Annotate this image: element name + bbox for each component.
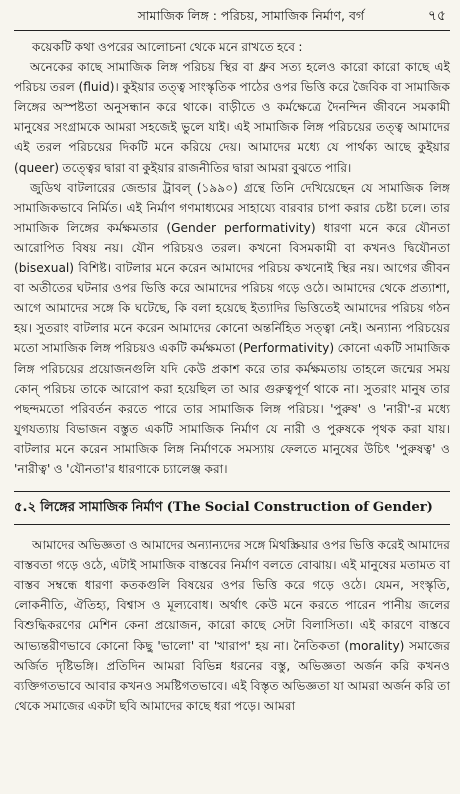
section-title-english: (The Social Construction of Gender): [166, 500, 433, 516]
paragraph-fluid-identity: অনেকের কাছে সামাজিক লিঙ্গ পরিচয় স্থির বা ধ্রুব সত্য হলেও কারো কারো কাছে এই পরিচয় তরল (fluid)। কুইয়ার তত্ত্ব সাংস্কৃতিক পাঠের ওপর ভিত্তি করে জৈবিক বা সামাজিক লিঙ্গের অস্পষ্টতা অনুসন্ধান করে থাকে। বাড়ীতে ও কর্মক্ষেত্রে দৈনন্দিন জীবনে সমকামী মানুষের সংগ্রামকে আমরা সহজেই ভুলে যাই। এই সামাজিক লিঙ্গ পরিচয়ের তত্ত্ব আমাদের এই তরল পরিচয়ের দিকটি মনে করিয়ে দেয়। আমাদের মধ্যে যে পার্থক্য আছে কুইয়ার (queer) তত্ত্বের দ্বারা বা কুইয়ার রাজনীতির দ্বারা আমরা বুঝতে পারি।: [14, 60, 450, 175]
intro-line: কয়েকটি কথা ওপরের আলোচনা থেকে মনে রাখতে হবে :: [32, 40, 303, 54]
paragraph-social-construction: আমাদের অভিজ্ঞতা ও আমাদের অন্যান্যদের সঙ্গে মিথস্ক্রিয়ার ওপর ভিত্তি করেই আমাদের বাস্তবতা গড়ে ওঠে, এটাই সামাজিক বাস্তবের নির্মাণ বলতে বোঝায়। এই মানুষের মতামত বা বাস্তব সম্বন্ধে ধারণা কতকগুলি বিষয়ের ওপর ভিত্তি করে গড়ে ওঠে। যেমন, সংস্কৃতি, লোকনীতি, ঐতিহ্য, বিশ্বাস ও মূল্যবোধ। অর্থাৎ কেউ মনে করতে পারেন পানীয় জলের বিশুদ্ধিকরণের মেশিন কেনা প্রয়োজন, কারো কাছে সেটা বিলাসিতা। এই কারণে বাস্তবে আভ্যন্তরীণভাবে কোনো কিছু 'ভালো' বা 'খারাপ' হয় না। নৈতিকতা (morality) সমাজের অর্জিত দৃষ্টিভঙ্গি। প্রতিদিন আমরা বিভিন্ন ধরনের বস্তু, অভিজ্ঞতা অর্জন করি কখনও ব্যক্তিগতভাবে আবার কখনও সমষ্টিগতভাবে। এই বিস্তৃত অভিজ্ঞতা যা আমরা অর্জন করি তা থেকে সমাজের একটা ছবি আমাদের কাছে ধরা পড়ে। আমরা: [14, 538, 450, 713]
body-text: [14, 37, 450, 716]
running-header: [14, 6, 450, 31]
section-heading: [14, 491, 450, 525]
running-header-title: সামাজিক লিঙ্গ : পরিচয়, সামাজিক নির্মাণ, বর্গ: [137, 8, 365, 23]
page-number: ৭৫: [427, 8, 446, 24]
paragraph-butler: জুডিথ বাটলারের জেন্ডার ট্রাবল্ (১৯৯০) গ্রন্থে তিনি দেখিয়েছেন যে সামাজিক লিঙ্গ সামাজিকভাবে নির্মিত। এই নির্মাণ গণমাধ্যমের সাহায্যে বারবার চাপা করার চেষ্টা চলে। তার সামাজিক লিঙ্গের কর্মক্ষমতার (Gender performativity) ধারণা মনে করে যৌনতা আরোপিত বিষয় নয়। যৌন পরিচয়ও তরল। কখনো বিসমকামী বা কখনও দ্বিযৌনতা (bisexual) বিশিষ্ট। বাটলার মনে করেন আমাদের পরিচয় কখনোই স্থির নয়। আগের জীবন বা অতীতের ঘটনার ওপর ভিত্তি করে আমাদের পরিচয় গড়ে ওঠে। আমাদের থেকে প্রত্যাশা, আগে আমাদের সঙ্গে কি ঘটেছে, কি বলা হয়েছে ইত্যাদির ভিত্তিতেই আমাদের পরিচয় গঠন হয়। সুতরাং বাটলার মনে করেন আমাদের কোনো অন্তর্নিহিত সত্ত্বা নেই। অন্যান্য পরিচয়ের মতো সামাজিক লিঙ্গ পরিচয়ও একটি কর্মক্ষমতা (Performativity) কোনো একটি সামাজিক লিঙ্গ পরিচয়ের প্রয়োজনগুলি যদি কেউ প্রকাশ করে তার কর্মক্ষমতায় তাহলে জন্মের সময় কোন্ পরিচয় তাকে আরোপ করা হয়েছিল তা আর গুরুত্বপূর্ণ থাকে না। সুতরাং মানুষ তার পছন্দমতো পরিবর্তন করতে পারে তার সামাজিক লিঙ্গ পরিচয়। 'পুরুষ' ও 'নারী'-র মধ্যে যুগযত্যায় বিভাজন বস্তুত একটি সামাজিক নির্মাণ যে নারী ও পুরুষকে পৃথক করা যায়। বাটলার মনে করেন সামাজিক লিঙ্গ নির্মাণকে সমস্যায় ফেলতে মানুষের উচিৎ 'পুরুষত্ব' ও 'নারীত্ব' ও 'যৌনতা'র ধারণাকে চ্যালেঞ্জ করা।: [14, 180, 450, 476]
section-title-bengali: ৫.২ লিঙ্গের সামাজিক নির্মাণ: [14, 500, 163, 516]
